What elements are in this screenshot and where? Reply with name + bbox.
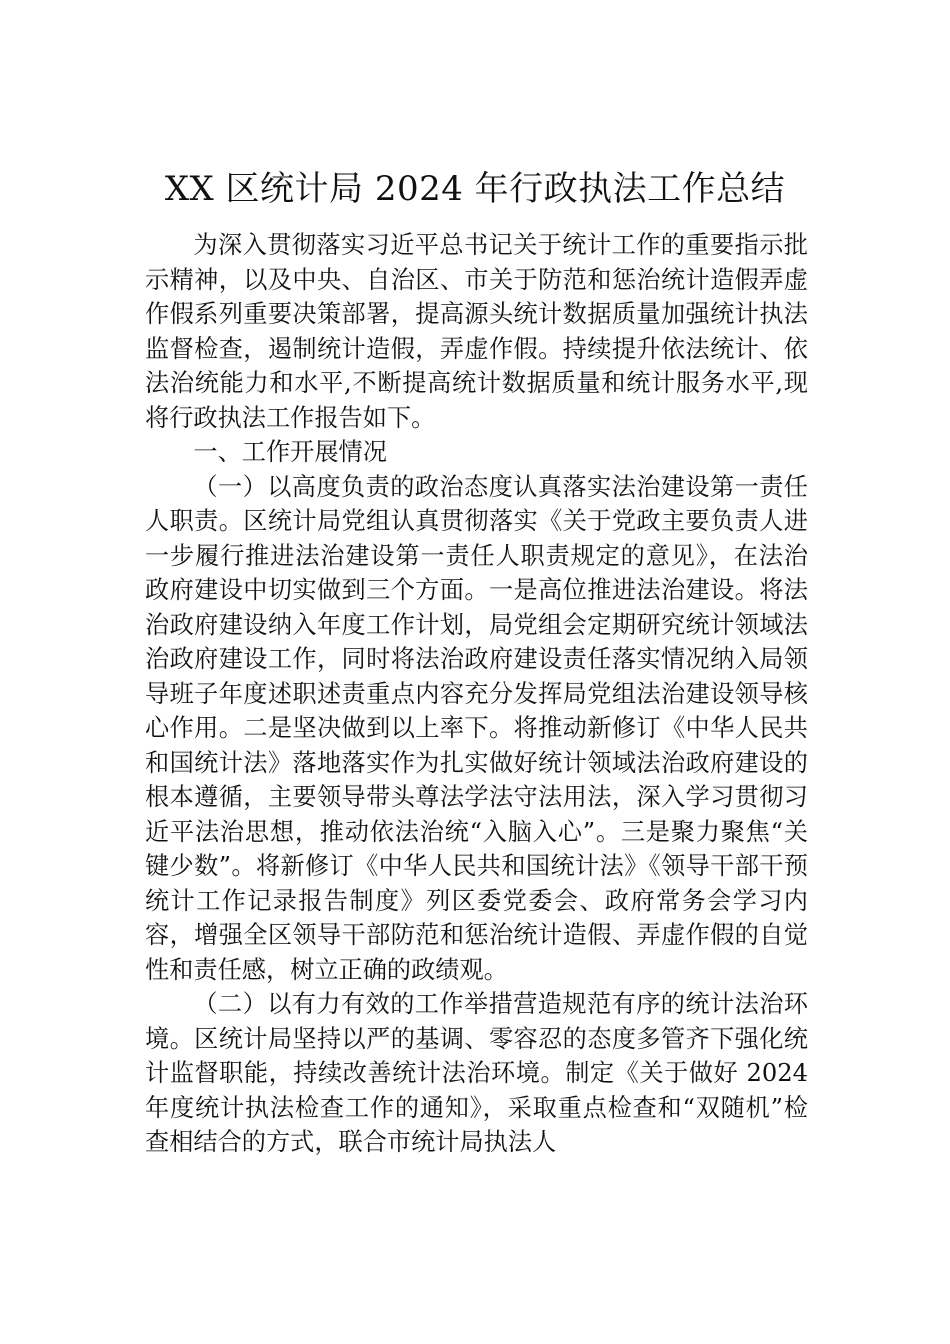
subsection-2-paragraph: （二）以有力有效的工作举措营造规范有序的统计法治环境。区统计局坚持以严的基调、零容忍的态度多管齐下强化统计监督职能，持续改善统计法治环境。制定《关于做好 2024 年度统计执法检查工作的通知》，采取重点检查和“双随机”检查相结合的方式，联合市统计局执法人 xyxy=(145,990,808,1156)
intro-paragraph: 为深入贯彻落实习近平总书记关于统计工作的重要指示批示精神，以及中央、自治区、市关于防范和惩治统计造假弄虚作假系列重要决策部署，提高源头统计数据质量加强统计执法监督检查，遏制统计造假，弄虚作假。持续提升依法统计、依法治统能力和水平,不断提高统计数据质量和统计服务水平,现将行政执法工作报告如下。 xyxy=(145,231,808,432)
document-body xyxy=(145,228,808,1160)
document-title: XX 区统计局 2024 年行政执法工作总结 xyxy=(164,169,786,209)
subsection-1-paragraph: （一）以高度负责的政治态度认真落实法治建设第一责任人职责。区统计局党组认真贯彻落实《关于党政主要负责人进一步履行推进法治建设第一责任人职责规定的意见》，在法治政府建设中切实做到三个方面。一是高位推进法治建设。将法治政府建设纳入年度工作计划，局党组会定期研究统计领域法治政府建设工作，同时将法治政府建设责任落实情况纳入局领导班子年度述职述责重点内容充分发挥局党组法治建设领导核心作用。二是坚决做到以上率下。将推动新修订《中华人民共和国统计法》落地落实作为扎实做好统计领域法治政府建设的根本遵循，主要领导带头尊法学法守法用法，深入学习贯彻习近平法治思想，推动依法治统“入脑入心”。三是聚力聚焦“关键少数”。将新修订《中华人民共和国统计法》《领导干部干预统计工作记录报告制度》列区委党委会、政府常务会学习内容，增强全区领导干部防范和惩治统计造假、弄虚作假的自觉性和责任感，树立正确的政绩观。 xyxy=(145,472,808,984)
section-heading: 一、工作开展情况 xyxy=(193,438,387,466)
